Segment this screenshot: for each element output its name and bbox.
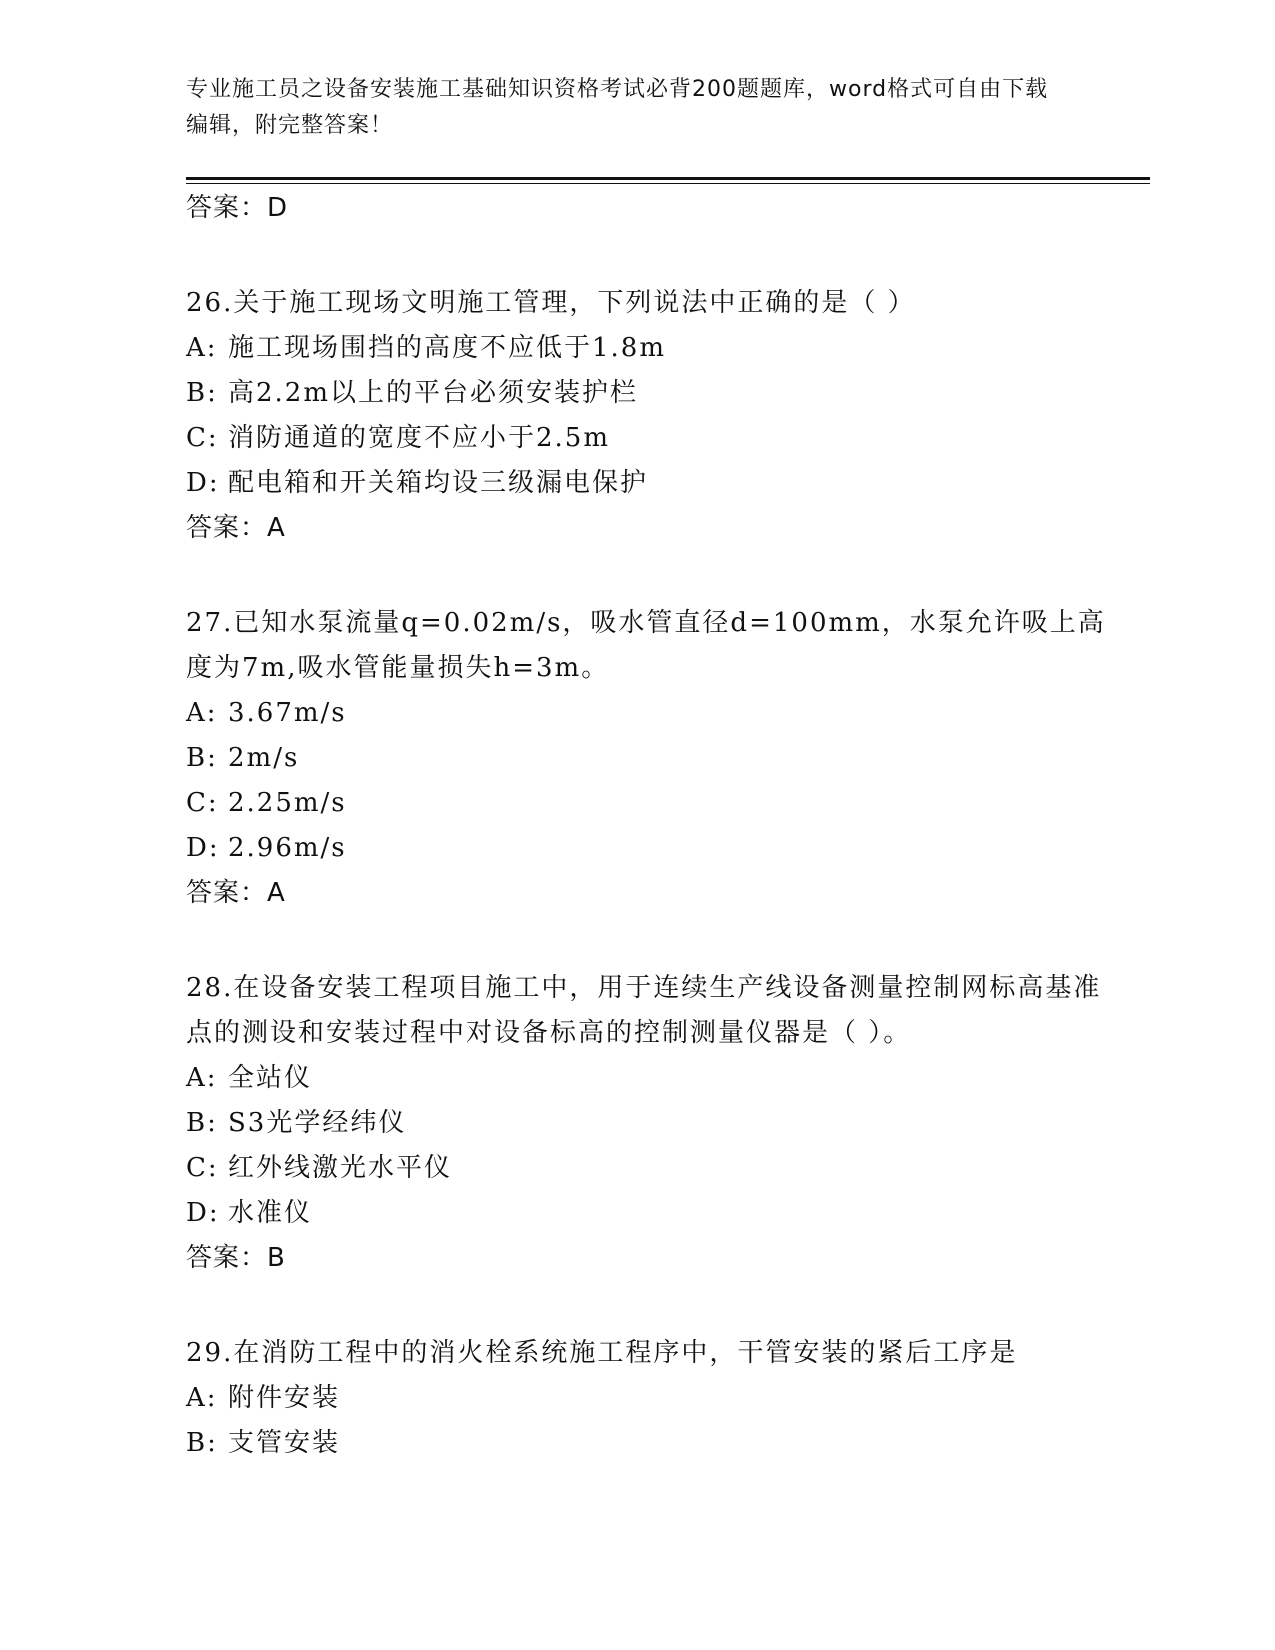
option-text: 2.96m/s [228,833,347,863]
option-letter: A: [186,1383,218,1413]
option-text: 施工现场围挡的高度不应低于1.8m [228,333,667,363]
header-divider-thick [186,177,1150,180]
option-b [186,371,1106,416]
option-text: 3.67m/s [228,698,347,728]
option-letter: D: [186,1198,220,1228]
question-stem: 26.关于施工现场文明施工管理，下列说法中正确的是（ ） [186,288,916,318]
option-letter: A: [186,1063,218,1093]
option-c [186,1146,1106,1191]
option-a [186,1376,1106,1421]
option-text: 高2.2m以上的平台必须安装护栏 [228,378,639,408]
option-text: 2m/s [228,743,300,773]
question-list [186,186,1106,1466]
option-b [186,736,1106,781]
question-29 [186,1331,1106,1466]
option-text: 红外线激光水平仪 [228,1153,453,1183]
option-text: 全站仪 [228,1063,313,1093]
option-text: 配电箱和开关箱均设三级漏电保护 [228,468,649,498]
option-text: 附件安装 [228,1383,341,1413]
option-d [186,461,1106,506]
question-27 [186,601,1106,916]
question-stem: 29.在消防工程中的消火栓系统施工程序中，干管安装的紧后工序是 [186,1338,1018,1368]
option-text: 支管安装 [228,1428,341,1458]
option-text: 2.25m/s [228,788,347,818]
question-stem: 27.已知水泵流量q=0.02m/s，吸水管直径d=100mm，水泵允许吸上高度为7m,吸水管能量损失h=3m。 [186,608,1106,683]
option-letter: B: [186,378,218,408]
option-letter: A: [186,333,218,363]
answer-line: 答案：A [186,878,286,908]
option-text: 消防通道的宽度不应小于2.5m [228,423,611,453]
option-letter: B: [186,1428,218,1458]
option-letter: C: [186,788,219,818]
option-a [186,691,1106,736]
option-b [186,1101,1106,1146]
question-stem: 28.在设备安装工程项目施工中，用于连续生产线设备测量控制网标高基准点的测设和安装过程中对设备标高的控制测量仪器是（ ）。 [186,973,1102,1048]
option-a [186,326,1106,371]
question-26 [186,281,1106,551]
option-letter: D: [186,833,220,863]
answer-line: 答案：A [186,513,286,543]
option-text: 水准仪 [228,1198,313,1228]
option-c [186,416,1106,461]
option-letter: B: [186,743,218,773]
question-28 [186,966,1106,1281]
option-letter: C: [186,423,219,453]
option-text: S3光学经纬仪 [228,1108,407,1138]
document-header: 专业施工员之设备安装施工基础知识资格考试必背200题题库，word格式可自由下载编辑，附完整答案！ [186,77,1049,138]
option-letter: B: [186,1108,218,1138]
option-a [186,1056,1106,1101]
option-d [186,1191,1106,1236]
answer-line: 答案：B [186,1243,286,1273]
option-letter: A: [186,698,218,728]
previous-answer: 答案：D [186,193,289,223]
option-b [186,1421,1106,1466]
option-c [186,781,1106,826]
header-divider-thin [186,183,1150,184]
option-letter: C: [186,1153,219,1183]
option-letter: D: [186,468,220,498]
option-d [186,826,1106,871]
